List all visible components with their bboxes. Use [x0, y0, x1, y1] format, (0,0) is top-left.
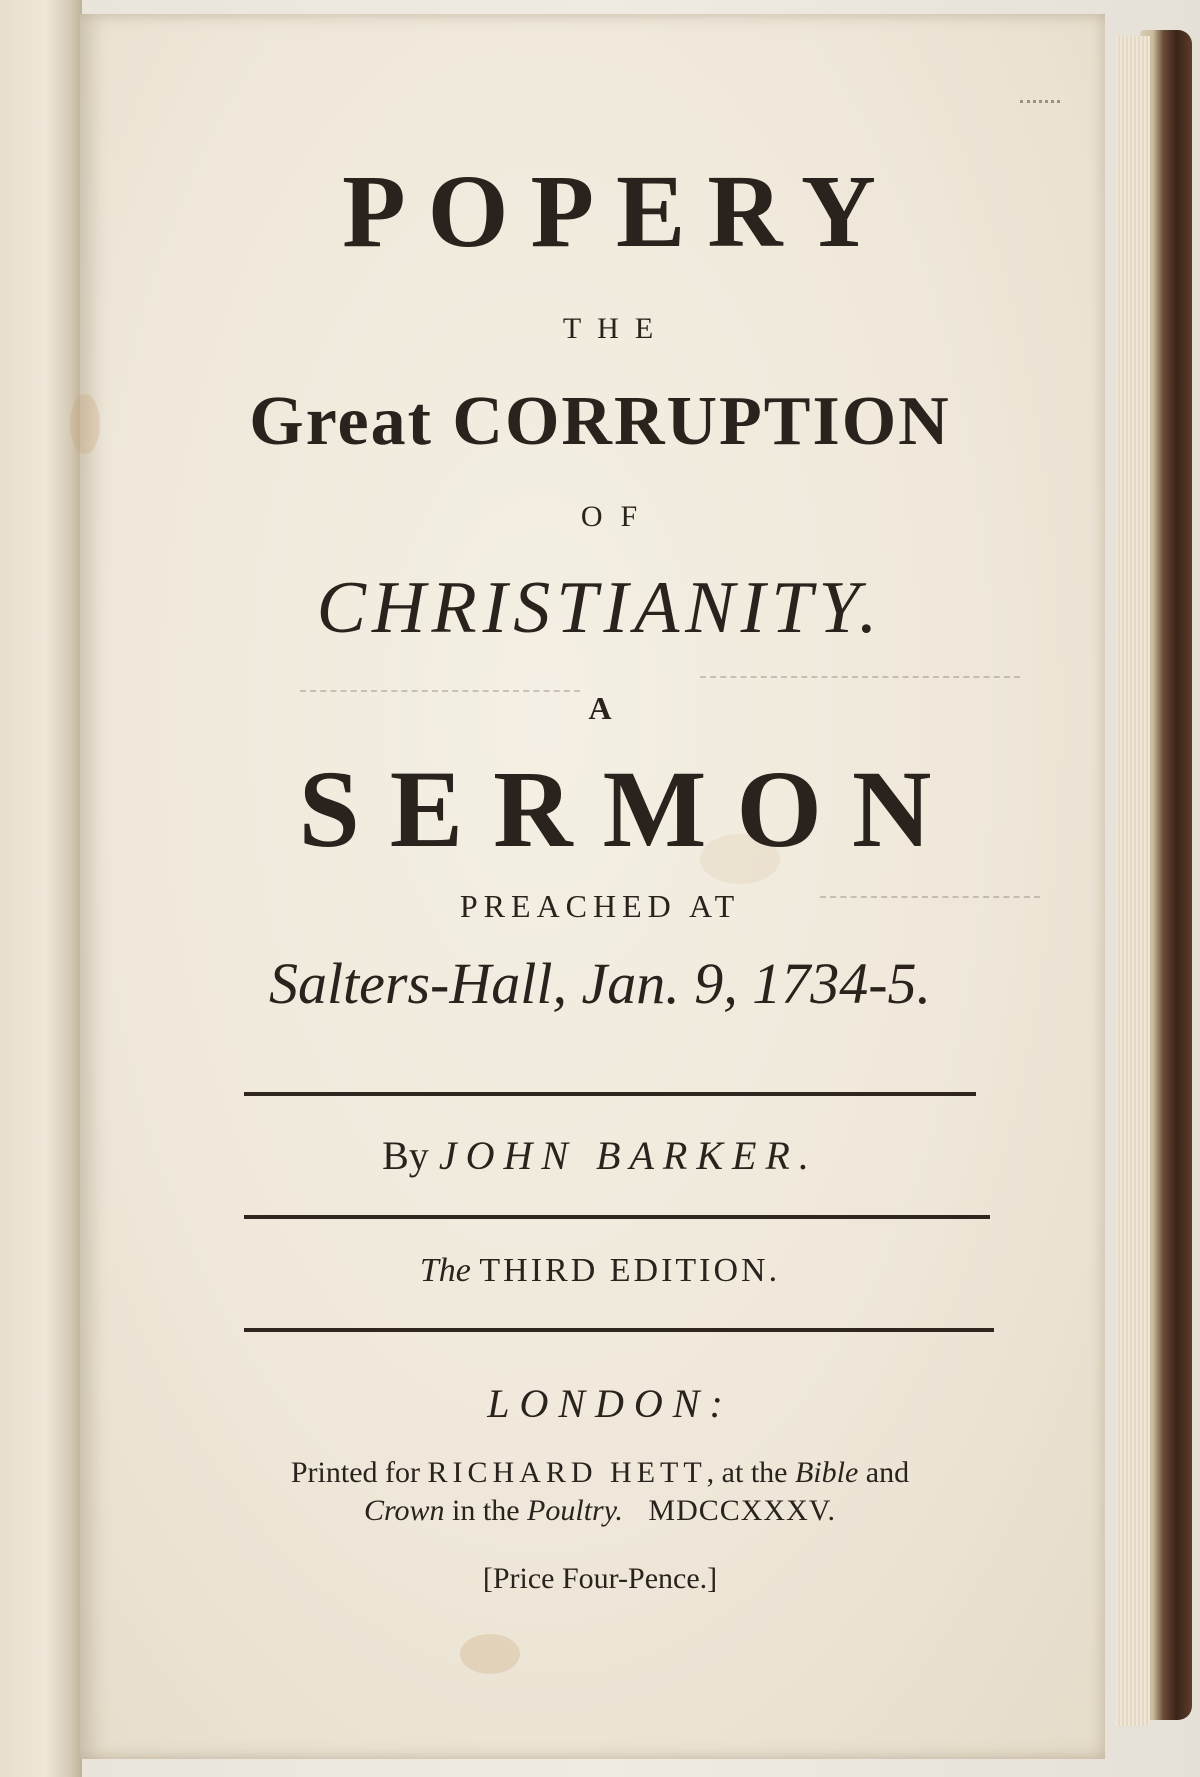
- edition-the: The: [419, 1252, 480, 1289]
- title-the: THE: [562, 312, 670, 345]
- rule-bottom: [244, 1328, 994, 1332]
- pencil-scribble: [700, 676, 1020, 681]
- rule-middle: [244, 1215, 990, 1219]
- title-christianity: CHRISTIANITY.: [316, 567, 884, 649]
- edition-line: [0, 1252, 1200, 1290]
- title-sermon: SERMON: [298, 748, 962, 870]
- imprint-line-2: [0, 1494, 1200, 1528]
- author-name: JOHN BARKER.: [438, 1133, 818, 1178]
- imprint-at-the: , at the: [706, 1456, 795, 1489]
- imprint-bible: Bible: [794, 1456, 859, 1489]
- title-popery: POPERY: [342, 154, 898, 269]
- title-great-corruption: [0, 382, 1200, 462]
- author-line: [0, 1132, 1200, 1179]
- rule-top: [244, 1092, 976, 1096]
- imprint-printed-for: Printed for: [290, 1456, 428, 1489]
- imprint-city: LONDON:: [487, 1381, 733, 1426]
- price-line: [Price Four-Pence.]: [482, 1562, 718, 1595]
- title-a: A: [588, 690, 612, 726]
- foxing-stain: [460, 1634, 520, 1674]
- imprint-crown: Crown: [363, 1494, 445, 1527]
- title-great: Great: [249, 383, 453, 460]
- author-by: By: [382, 1133, 439, 1178]
- imprint-publisher: RICHARD HETT: [427, 1456, 707, 1489]
- corner-pencil-mark: [1020, 100, 1060, 107]
- imprint-and: and: [858, 1456, 910, 1489]
- imprint-year: MDCCXXXV.: [622, 1494, 837, 1527]
- title-of: OF: [580, 500, 656, 533]
- imprint-poultry: Poultry.: [527, 1494, 623, 1527]
- edition-text: THIRD EDITION.: [479, 1252, 781, 1289]
- place-date: Salters-Hall, Jan. 9, 1734-5.: [268, 951, 932, 1016]
- preached-at: PREACHED AT: [459, 888, 741, 924]
- imprint-in-the: in the: [444, 1494, 528, 1527]
- imprint-line-1: [0, 1456, 1200, 1490]
- title-corruption: CORRUPTION: [452, 383, 951, 460]
